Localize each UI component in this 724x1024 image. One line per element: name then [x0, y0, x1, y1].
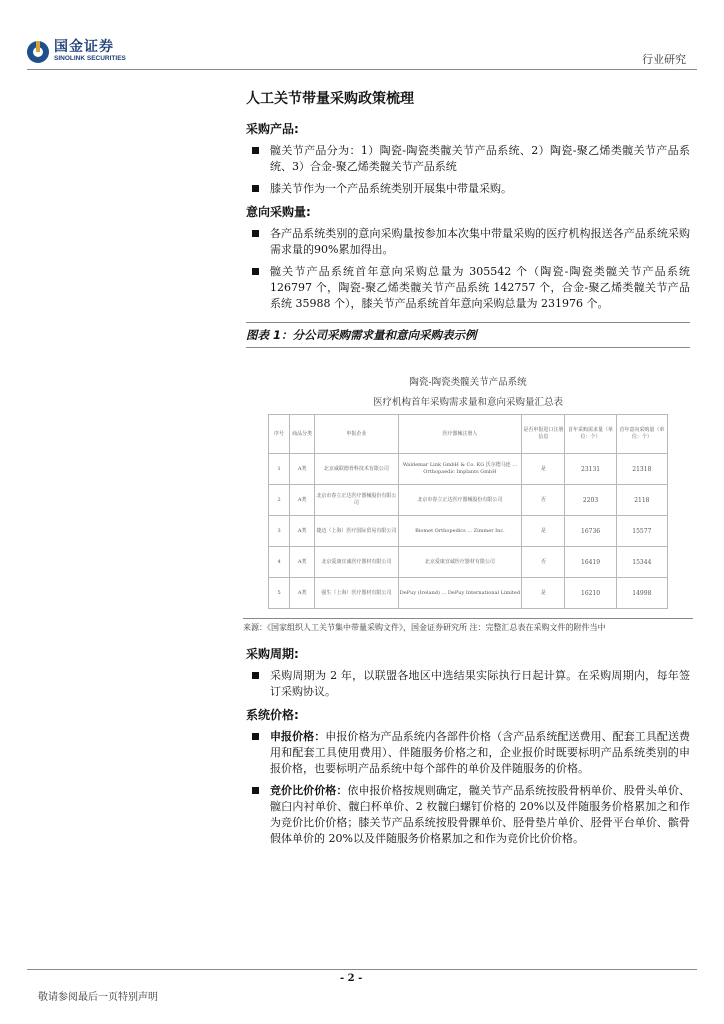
- figure-image: [246, 352, 690, 614]
- table-row: 3 A类 捷迈（上海）医疗国际贸易有限公司 Biomet Orthopedics ... Zimmer Inc. 是 16736 15577: [269, 516, 668, 547]
- bullet-item: 各产品系统类别的意向采购量按参加本次集中带量采购的医疗机构报送各产品系统采购需求量的90%累加得出。: [246, 226, 690, 258]
- bullet-square-icon: [252, 787, 259, 794]
- logo-icon: [27, 41, 49, 63]
- products-heading: 采购产品:: [246, 122, 299, 136]
- table-title: 陶瓷-陶瓷类髋关节产品系统: [409, 377, 527, 388]
- column-header: 首年意向采购量（单位：个）: [616, 415, 667, 454]
- page-number: - 2 -: [340, 973, 363, 984]
- bullet-square-icon: [252, 230, 259, 237]
- column-header: 序号: [269, 415, 290, 454]
- bullet-item: 膝关节作为一个产品系统类别开展集中带量采购。: [246, 181, 690, 197]
- price-heading: 系统价格:: [246, 708, 299, 722]
- header-divider: [27, 69, 697, 70]
- procurement-table: [268, 414, 668, 609]
- disclaimer: 敬请参阅最后一页特别声明: [38, 992, 158, 1003]
- bullet-square-icon: [252, 268, 259, 275]
- figure-source: 来源：《国家组织人工关节集中带量采购文件》，国金证券研究所 注：完整汇总表在采购文件的附件当中: [243, 618, 693, 633]
- table-row: 1 A类 北京威联德骨科技术有限公司 Waldemar Link GmbH & Co. KG 沃尔德马连 ... Orthopaedic Implants GmbH 是 23131 21318: [269, 454, 668, 485]
- company-logo: [27, 40, 126, 63]
- bullet-item: 髋关节产品系统首年意向采购总量为 305542 个（陶瓷-陶瓷类髋关节产品系统 126797 个，陶瓷-聚乙烯类髋关节产品系统 142757 个，合金-聚乙烯类髋关节产品系统 35988 个），膝关节产品系统首年意向采购总量为 231976 个。: [246, 264, 690, 312]
- bullet-item: 申报价格：申报价格为产品系统内各部件价格（含产品系统配送费用、配套工具配送费用和配套工具使用费用）、伴随服务价格之和，企业报价时既要标明产品系统类别的申报价格，也要标明产品系统中每个部件的单价及伴随服务的价格。: [246, 729, 690, 777]
- column-header: 是否申报进口注册信息: [522, 415, 565, 454]
- column-header: 申报企业: [315, 415, 398, 454]
- logo-chinese-name: 国金证券: [54, 39, 114, 55]
- cycle-heading: 采购周期:: [246, 647, 299, 661]
- logo-english-name: SINOLINK SECURITIES: [54, 55, 126, 62]
- column-header: 医疗器械注册人: [398, 415, 522, 454]
- bullet-item: 采购周期为 2 年，以联盟各地区中选结果实际执行日起计算。在采购周期内，每年签订采购协议。: [246, 668, 690, 700]
- page-title: 人工关节带量采购政策梳理: [246, 91, 414, 107]
- bullet-square-icon: [252, 185, 259, 192]
- table-row: 5 A类 强生（上海）医疗器材有限公司 DePuy (Ireland) ... DePuy International Limited 是 16210 14998: [269, 578, 668, 609]
- table-row: 4 A类 北京爱康宜诚医疗器材有限公司 北京爱康宜诚医疗器材有限公司 否 16419 15344: [269, 547, 668, 578]
- table-header-row: [269, 415, 668, 454]
- bullet-square-icon: [252, 147, 259, 154]
- column-header: 商品分类: [290, 415, 315, 454]
- section-label: 行业研究: [642, 53, 686, 66]
- column-header: 首年采购需求量（单位：个）: [565, 415, 616, 454]
- page-header: [0, 0, 724, 72]
- table-row: 2 A类 北京市春立正达医疗器械股份有限公司 北京市春立正达医疗器械股份有限公司 否 2203 2118: [269, 485, 668, 516]
- bullet-square-icon: [252, 733, 259, 740]
- main-content: [243, 88, 691, 853]
- figure-title: 图表 1：分公司采购需求量和意向采购表示例: [246, 322, 690, 348]
- volume-heading: 意向采购量:: [246, 205, 311, 219]
- footer-divider: [27, 969, 697, 970]
- bullet-square-icon: [252, 672, 259, 679]
- bullet-item: 竞价比价价格：依申报价格按规则确定，髋关节产品系统按股骨柄单价、股骨头单价、髋臼内衬单价、髋臼杯单价、2 枚髋臼螺钉价格的 20%以及伴随服务价格累加之和作为竞价比价价格；膝关节产品系统按股骨髁单价、胫骨垫片单价、胫骨平台单价、髌骨假体单价的 20%以及伴随服务价格累加之和作为竞价比价价格。: [246, 783, 690, 847]
- table-subtitle: 医疗机构首年采购需求量和意向采购量汇总表: [372, 397, 563, 408]
- bullet-item: 髋关节产品分为：1）陶瓷-陶瓷类髋关节产品系统、2）陶瓷-聚乙烯类髋关节产品系统、3）合金-聚乙烯类髋关节产品系统: [246, 143, 690, 175]
